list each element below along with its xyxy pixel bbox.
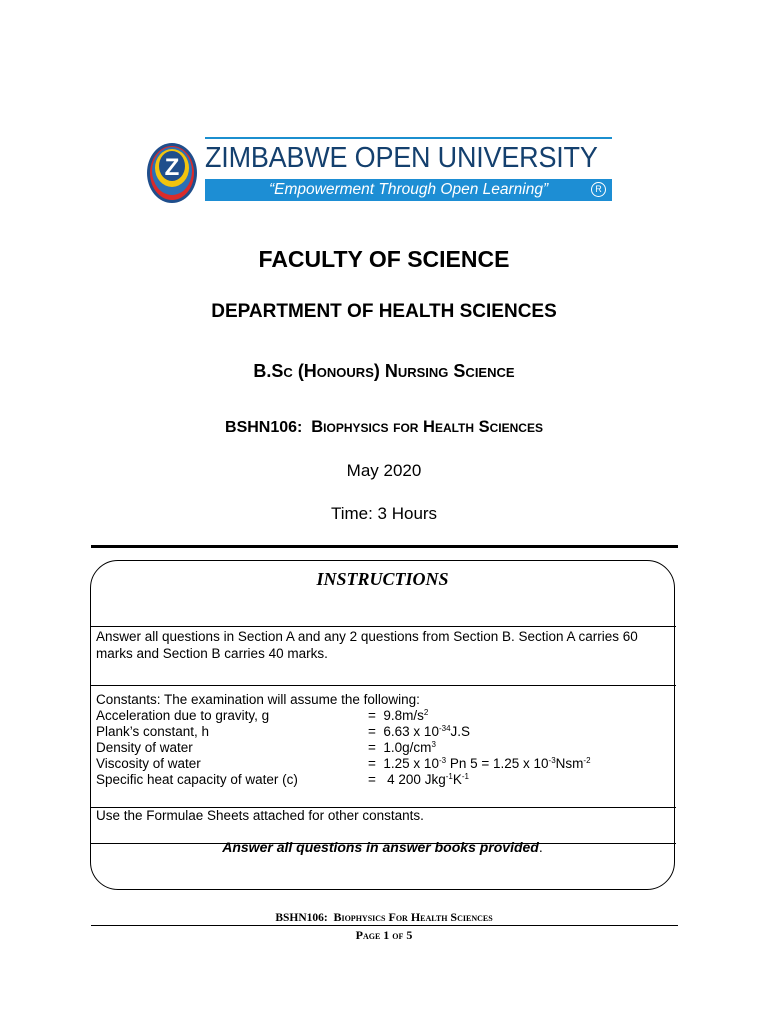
constant-label: Viscosity of water [96, 756, 201, 771]
university-name: ZIMBABWE OPEN UNIVERSITY [205, 142, 598, 174]
exam-date: May 2020 [346, 461, 422, 480]
instructions-box [90, 560, 675, 890]
emblem-letter: Z [164, 154, 180, 181]
constant-label: Specific heat capacity of water (c) [96, 772, 298, 787]
zou-emblem-icon [146, 140, 198, 204]
constants-intro: Constants: The examination will assume the following: [96, 692, 420, 707]
exam-duration: Time: 3 Hours [330, 504, 438, 523]
university-motto: “Empowerment Through Open Learning” [269, 181, 549, 198]
instructions-divider [91, 685, 676, 686]
constant-value: = 6.63 x $10^{-34}J.S$ [368, 724, 471, 739]
formulae-note: Use the Formulae Sheets attached for other constants. [96, 808, 424, 823]
constant-value: = $1.0g/cm^3$ [368, 740, 436, 755]
faculty-title: FACULTY OF SCIENCE [258, 246, 510, 272]
course-code: BSHN106: [225, 419, 303, 436]
footer-divider [91, 925, 678, 926]
course-title [0, 418, 768, 437]
footer-course [0, 910, 768, 925]
constant-label: Plank’s constant, h [96, 724, 210, 739]
instructions-divider [91, 626, 676, 627]
course-name: Biophysics for Health Sciences [311, 418, 543, 436]
registered-mark-icon: R [591, 182, 606, 197]
programme-title: B.Sc (Honours) Nursing Science [253, 361, 515, 381]
instructions-heading: INSTRUCTIONS [316, 569, 449, 589]
answer-rule-text: Answer all questions in Section A and any 2 questions from Section B. Section A carries 60 marks and Section B carries 40 marks. [96, 629, 638, 661]
motto-band [205, 179, 612, 201]
header-divider [91, 545, 678, 548]
constant-label: Density of water [96, 740, 193, 755]
department-title: DEPARTMENT OF HEALTH SCIENCES [211, 301, 557, 322]
footer-course-title: Biophysics For Health Sciences [333, 910, 493, 924]
constant-value: = $9.8m/s^2$ [368, 708, 429, 723]
university-logo [146, 137, 612, 205]
logo-top-line [205, 137, 612, 139]
constant-value: = 1.25 x $10^{-3}$ Pn 5 = 1.25 x $10^{-3}Nsm^{-2}$ [368, 756, 591, 771]
footer-course-code: BSHN106: [275, 912, 328, 924]
answer-books-note: Answer all questions in answer books provided. [222, 839, 543, 855]
constant-value: = 4 200 $Jkg^{-1}K^{-1}$ [368, 772, 469, 787]
page-number: Page 1 of 5 [355, 928, 413, 942]
constant-label: Acceleration due to gravity, g [96, 708, 270, 723]
